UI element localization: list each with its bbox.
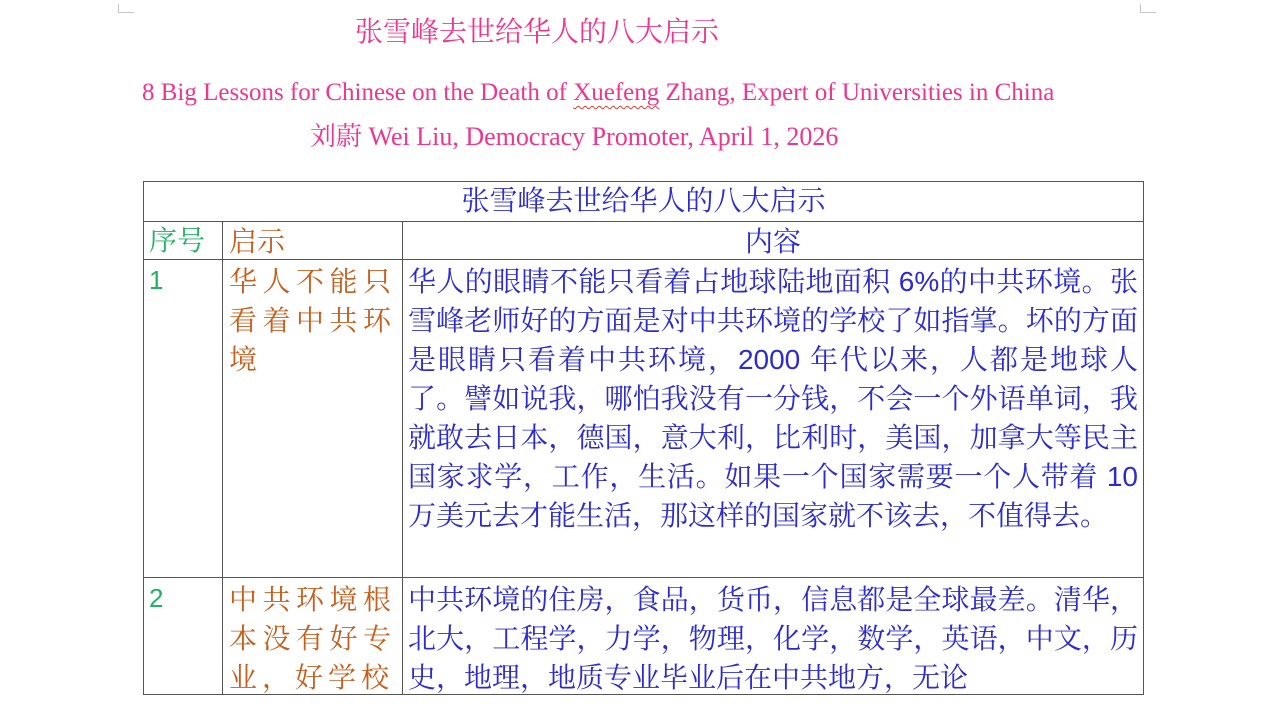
misspelled-word: Xuefeng	[573, 79, 660, 106]
lesson-cell: 华人不能只看着中共环境	[223, 260, 403, 577]
column-header-content: 内容	[744, 226, 801, 257]
page-subtitle	[142, 79, 1054, 107]
subtitle-text-before: 8 Big Lessons for Chinese on the Death of	[142, 79, 574, 106]
table-row	[144, 260, 1143, 578]
content-cell: 中共环境的住房，食品，货币，信息都是全球最差。清华，北大，工程学，力学，物理，化学，数学，英语，中文，历史，地理，地质专业毕业后在中共地方，无论	[408, 584, 1138, 693]
lesson-cell: 中共环境根本没有好专业，好学校	[223, 578, 403, 695]
table-title: 张雪峰去世给华人的八大启示	[144, 182, 1143, 222]
byline: 刘蔚 Wei Liu, Democracy Promoter, April 1, 2026	[310, 122, 839, 151]
column-header-lesson: 启示	[223, 222, 403, 259]
content-cell: 华人的眼睛不能只看着占地球陆地面积 6%的中共环境。张雪峰老师好的方面是对中共环境的学校了如指掌。坏的方面是眼睛只看着中共环境，2000 年代以来，人都是地球人了。譬如说我，哪怕我没有一分钱，不会一个外语单词，我就敢去日本，德国，意大利，比利时，美国，加拿大等民主国家求学，工作，生活。如果一个国家需要一个人带着 10 万美元去才能生活，那这样的国家就不该去，不值得去。	[408, 266, 1138, 531]
page-margin-mark-right	[1140, 4, 1156, 13]
page-title: 张雪峰去世给华人的八大启示	[355, 16, 720, 47]
page-margin-mark-left	[118, 4, 134, 13]
row-number: 1	[144, 260, 223, 577]
table-row	[144, 578, 1143, 695]
lessons-table	[143, 181, 1144, 695]
table-header-row	[144, 222, 1143, 260]
column-header-number: 序号	[144, 222, 223, 259]
subtitle-text-after: Zhang, Expert of Universities in China	[659, 79, 1055, 106]
row-number: 2	[144, 578, 223, 695]
